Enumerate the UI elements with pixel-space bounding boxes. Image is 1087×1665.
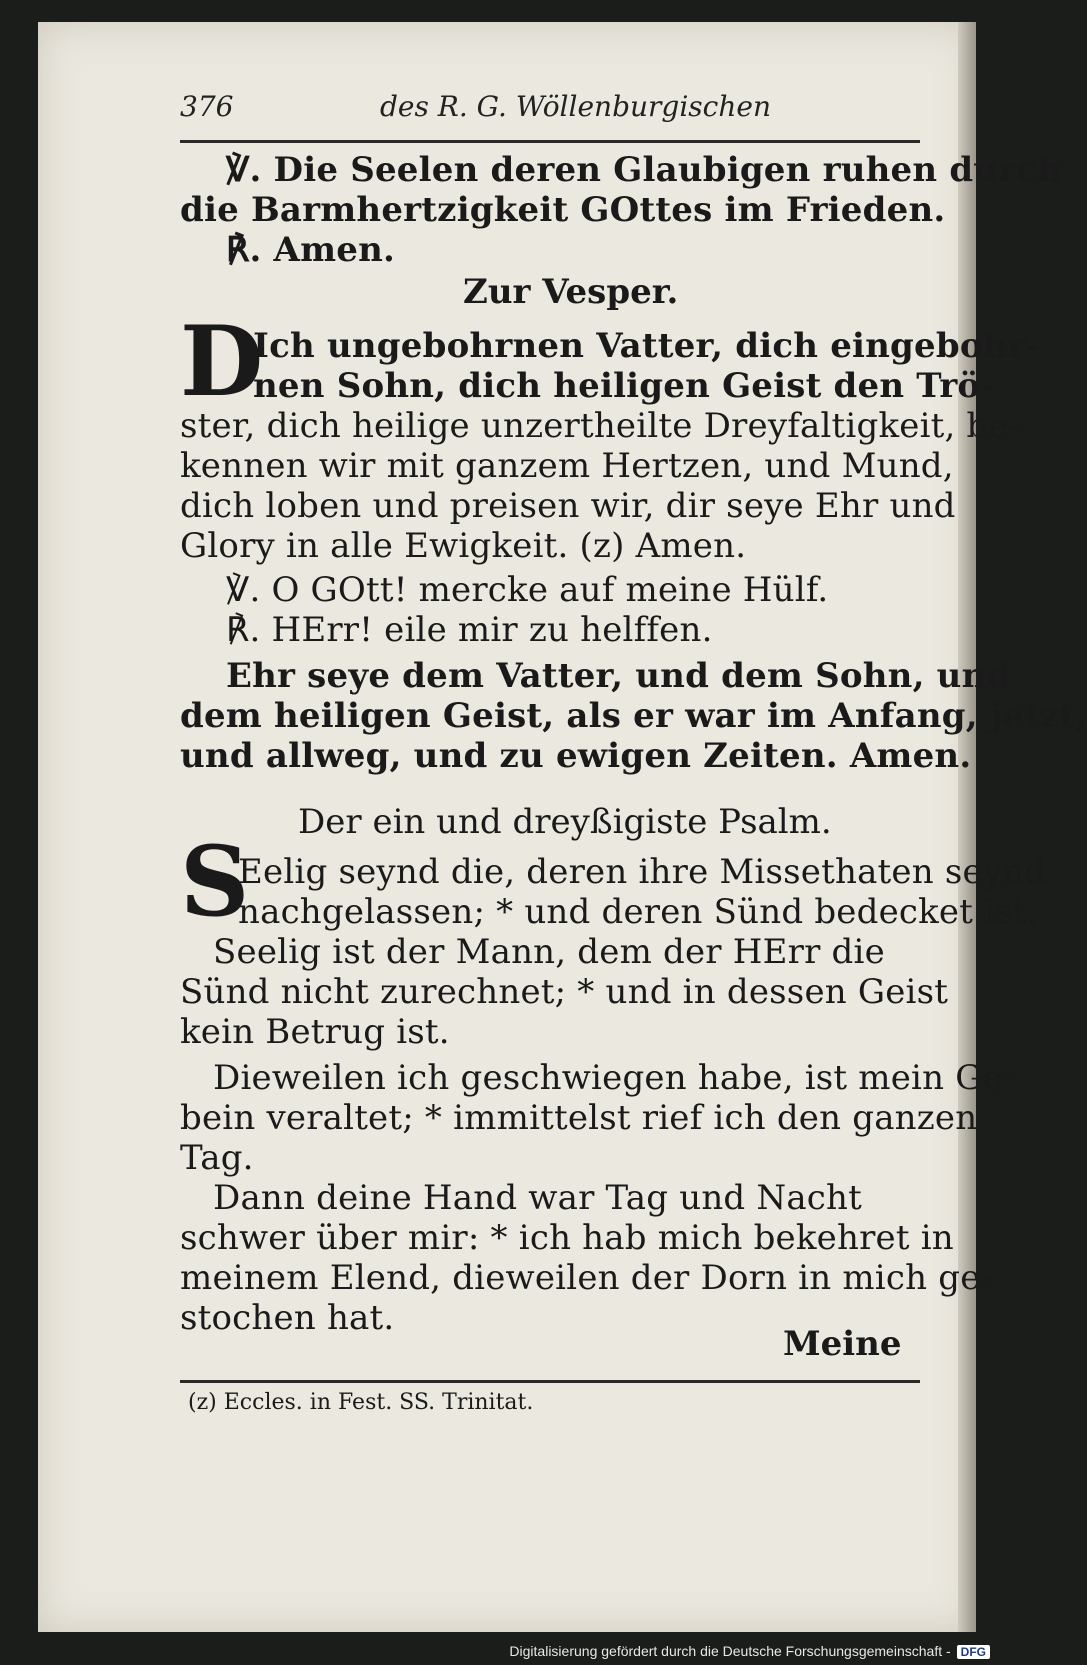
header-rule <box>180 140 920 143</box>
text-line: ℣. Die Seelen deren Glaubigen ruhen durch <box>226 150 1063 190</box>
text-line: Seelig ist der Mann, dem der HErr die <box>213 932 885 972</box>
text-line: ℣. O GOtt! mercke auf meine Hülf. <box>226 570 829 610</box>
text-line: Dann deine Hand war Tag und Nacht <box>213 1178 863 1218</box>
text-line: meinem Elend, dieweilen der Dorn in mich ge- <box>180 1258 993 1298</box>
text-line: und allweg, und zu ewigen Zeiten. Amen. <box>180 736 972 776</box>
text-line: kennen wir mit ganzem Hertzen, und Mund, <box>180 446 954 486</box>
text-line: nen Sohn, dich heiligen Geist den Trö- <box>253 366 995 406</box>
book-page <box>38 22 1087 1632</box>
text-line: Ich ungebohrnen Vatter, dich eingebohr- <box>253 326 1041 366</box>
footnote: (z) Eccles. in Fest. SS. Trinitat. <box>188 1390 534 1415</box>
psalm-heading: Der ein und dreyßigiste Psalm. <box>298 802 832 842</box>
text-line: Eelig seynd die, deren ihre Missethaten seynd <box>238 852 1047 892</box>
text-line: dem heiligen Geist, als er war im Anfang, jetzt, <box>180 696 1087 736</box>
text-line: bein veraltet; * immittelst rief ich den ganzen <box>180 1098 978 1138</box>
text-block <box>38 22 1087 1632</box>
text-line: dich loben und preisen wir, dir seye Ehr und <box>180 486 956 526</box>
text-line: Dieweilen ich geschwiegen habe, ist mein Ge- <box>213 1058 1015 1098</box>
text-line: Tag. <box>180 1138 254 1178</box>
digitization-credit <box>509 1643 990 1659</box>
text-line: kein Betrug ist. <box>180 1012 450 1052</box>
text-line: stochen hat. <box>180 1298 395 1338</box>
text-line: ℟. HErr! eile mir zu helffen. <box>226 610 713 650</box>
running-title: des R. G. Wöllenburgischen <box>380 90 771 123</box>
credit-text: Digitalisierung gefördert durch die Deutsche Forschungsgemeinschaft - <box>509 1643 951 1659</box>
text-line: Sünd nicht zurechnet; * und in dessen Geist <box>180 972 949 1012</box>
text-line: Glory in alle Ewigkeit. (z) Amen. <box>180 526 747 566</box>
section-heading-vesper: Zur Vesper. <box>463 272 679 312</box>
page-number: 376 <box>180 90 234 123</box>
dfg-logo: DFG <box>957 1645 990 1659</box>
text-line: Ehr seye dem Vatter, und dem Sohn, und <box>226 656 1011 696</box>
text-line: ster, dich heilige unzertheilte Dreyfaltigkeit, be- <box>180 406 1021 446</box>
text-line: die Barmhertzigkeit GOttes im Frieden. <box>180 190 946 230</box>
drop-cap-s: S <box>180 825 250 938</box>
text-line: schwer über mir: * ich hab mich bekehret in <box>180 1218 954 1258</box>
drop-cap-d: D <box>180 305 264 418</box>
text-line: ℟. Amen. <box>226 230 396 270</box>
running-head <box>180 82 920 128</box>
text-line: nachgelassen; * und deren Sünd bedecket ist. <box>238 892 1038 932</box>
footnote-rule <box>180 1380 920 1383</box>
catchword: Meine <box>783 1324 902 1364</box>
